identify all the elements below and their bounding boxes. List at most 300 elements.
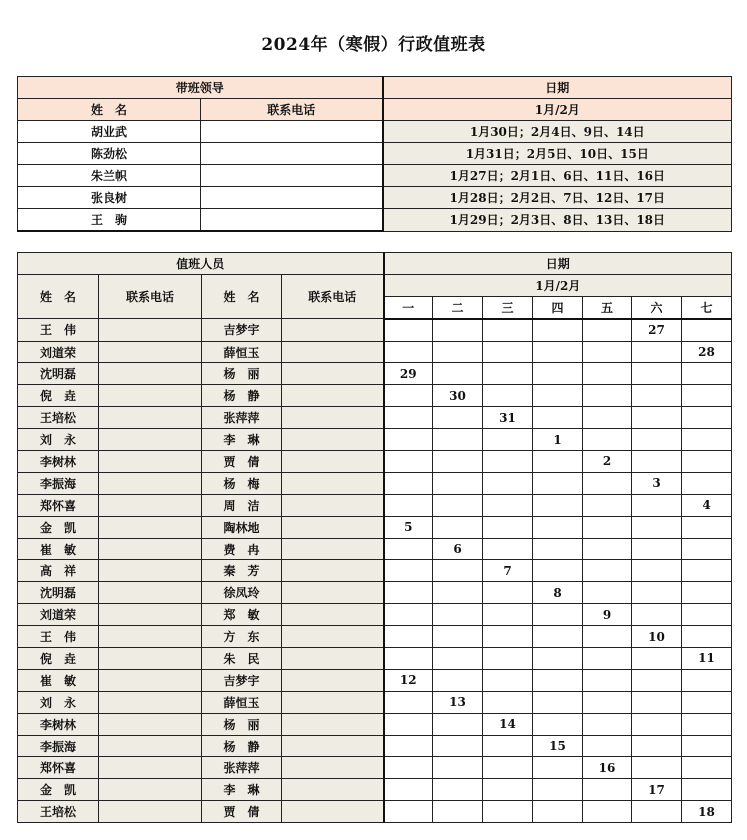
staff-phone-cell (99, 735, 202, 757)
staff-phone-cell (282, 757, 384, 779)
staff-name-cell: 杨 静 (202, 385, 282, 407)
day-cell: 16 (583, 757, 632, 779)
leader-phone-cell (201, 209, 383, 232)
staff-phone-cell (282, 319, 384, 341)
staff-name-cell: 张萍萍 (202, 757, 282, 779)
day-cell (483, 494, 533, 516)
staff-name-cell: 倪 垚 (18, 385, 99, 407)
staff-name-cell: 杨 静 (202, 735, 282, 757)
staff-name-cell: 朱 民 (202, 648, 282, 670)
staff-row (18, 604, 732, 626)
day-cell (433, 801, 483, 823)
staff-phone-cell (99, 451, 202, 473)
staff-phone-cell (99, 691, 202, 713)
day-cell (483, 582, 533, 604)
day-cell (583, 472, 632, 494)
staff-phone-cell (99, 494, 202, 516)
leader-dates-cell: 1月31日；2月5日、10日、15日 (383, 143, 732, 165)
day-cell (682, 363, 732, 385)
leader-name-cell: 张良树 (18, 187, 201, 209)
staff-name-cell: 王培松 (18, 801, 99, 823)
day-cell (483, 735, 533, 757)
day-cell: 12 (384, 669, 433, 691)
day-cell (483, 604, 533, 626)
day-cell (433, 429, 483, 451)
day-cell (583, 363, 632, 385)
day-cell (632, 363, 682, 385)
day-cell (483, 385, 533, 407)
staff-name-cell: 高 祥 (18, 560, 99, 582)
staff-phone-cell (99, 801, 202, 823)
day-cell: 17 (632, 779, 682, 801)
staff-row (18, 648, 732, 670)
leader-dates-cell: 1月29日；2月3日、8日、13日、18日 (383, 209, 732, 232)
staff-phone-cell (282, 363, 384, 385)
staff-phone-cell (99, 604, 202, 626)
staff-month-header: 1月/2月 (384, 274, 732, 296)
leader-name-cell: 王 驹 (18, 209, 201, 232)
staff-name-cell: 刘 永 (18, 429, 99, 451)
weekday-header: 六 (632, 296, 682, 318)
day-cell (682, 779, 732, 801)
staff-row (18, 494, 732, 516)
day-cell (384, 604, 433, 626)
day-cell (632, 407, 682, 429)
day-cell: 18 (682, 801, 732, 823)
day-cell: 30 (433, 385, 483, 407)
day-cell (583, 494, 632, 516)
staff-row (18, 385, 732, 407)
day-cell (483, 691, 533, 713)
day-cell (682, 757, 732, 779)
day-cell (583, 341, 632, 363)
leader-group-header-row (18, 77, 732, 99)
staff-row (18, 801, 732, 823)
staff-name-header-1: 姓 名 (18, 274, 99, 318)
staff-phone-cell (282, 341, 384, 363)
day-cell: 3 (632, 472, 682, 494)
day-cell: 9 (583, 604, 632, 626)
staff-phone-cell (99, 560, 202, 582)
staff-name-cell: 郑怀喜 (18, 757, 99, 779)
staff-row (18, 713, 732, 735)
day-cell (533, 648, 583, 670)
day-cell (682, 319, 732, 341)
day-cell (533, 713, 583, 735)
day-cell (483, 779, 533, 801)
day-cell (583, 429, 632, 451)
day-cell (433, 516, 483, 538)
day-cell (433, 472, 483, 494)
staff-phone-cell (282, 801, 384, 823)
leader-row (18, 187, 732, 209)
day-cell (384, 319, 433, 341)
staff-row (18, 757, 732, 779)
day-cell (533, 363, 583, 385)
staff-phone-cell (99, 341, 202, 363)
leader-column-header-row (18, 99, 732, 121)
weekday-header: 一 (384, 296, 433, 318)
staff-phone-cell (282, 582, 384, 604)
weekday-header: 五 (583, 296, 632, 318)
staff-row (18, 472, 732, 494)
day-cell (632, 669, 682, 691)
day-cell (533, 341, 583, 363)
staff-phone-cell (99, 538, 202, 560)
day-cell (583, 516, 632, 538)
staff-phone-cell (99, 385, 202, 407)
day-cell (632, 385, 682, 407)
leader-dates-cell: 1月30日；2月4日、9日、14日 (383, 121, 732, 143)
day-cell (533, 801, 583, 823)
day-cell (682, 429, 732, 451)
staff-name-cell: 薛恒玉 (202, 691, 282, 713)
day-cell (583, 319, 632, 341)
staff-name-cell: 秦 芳 (202, 560, 282, 582)
day-cell (533, 757, 583, 779)
staff-phone-cell (282, 626, 384, 648)
day-cell (583, 648, 632, 670)
staff-phone-header-1: 联系电话 (99, 274, 202, 318)
staff-phone-cell (282, 407, 384, 429)
staff-phone-cell (99, 516, 202, 538)
staff-month-row (18, 274, 732, 296)
day-cell (483, 669, 533, 691)
staff-row (18, 691, 732, 713)
leader-name-cell: 陈劲松 (18, 143, 201, 165)
day-cell (483, 648, 533, 670)
day-cell (533, 604, 583, 626)
day-cell (632, 604, 682, 626)
day-cell (384, 429, 433, 451)
day-cell (632, 801, 682, 823)
staff-phone-cell (99, 319, 202, 341)
day-cell: 11 (682, 648, 732, 670)
day-cell (483, 472, 533, 494)
day-cell (384, 560, 433, 582)
leader-name-cell: 朱兰帜 (18, 165, 201, 187)
staff-row (18, 626, 732, 648)
staff-phone-cell (99, 757, 202, 779)
day-cell (384, 691, 433, 713)
day-cell: 7 (483, 560, 533, 582)
staff-phone-cell (282, 669, 384, 691)
day-cell (632, 582, 682, 604)
staff-phone-cell (282, 451, 384, 473)
staff-phone-cell (282, 560, 384, 582)
staff-name-cell: 徐凤玲 (202, 582, 282, 604)
day-cell (533, 494, 583, 516)
day-cell (433, 626, 483, 648)
day-cell: 27 (632, 319, 682, 341)
day-cell (433, 582, 483, 604)
day-cell: 4 (682, 494, 732, 516)
day-cell: 2 (583, 451, 632, 473)
day-cell (583, 560, 632, 582)
staff-name-cell: 李树林 (18, 451, 99, 473)
staff-phone-cell (282, 779, 384, 801)
leader-phone-cell (201, 121, 383, 143)
day-cell (384, 407, 433, 429)
day-cell (533, 626, 583, 648)
day-cell (632, 538, 682, 560)
leader-row (18, 165, 732, 187)
weekday-header: 四 (533, 296, 583, 318)
staff-phone-cell (99, 472, 202, 494)
day-cell: 8 (533, 582, 583, 604)
day-cell (384, 648, 433, 670)
weekday-header: 三 (483, 296, 533, 318)
staff-name-cell: 费 冉 (202, 538, 282, 560)
day-cell (632, 560, 682, 582)
staff-row (18, 451, 732, 473)
day-cell (483, 363, 533, 385)
day-cell: 6 (433, 538, 483, 560)
staff-name-cell: 李 琳 (202, 429, 282, 451)
day-cell: 14 (483, 713, 533, 735)
day-cell (433, 560, 483, 582)
day-cell (384, 451, 433, 473)
day-cell (682, 385, 732, 407)
day-cell (583, 385, 632, 407)
day-cell (533, 472, 583, 494)
day-cell (533, 407, 583, 429)
leader-name-cell: 胡业武 (18, 121, 201, 143)
weekday-header: 二 (433, 296, 483, 318)
staff-phone-cell (282, 472, 384, 494)
staff-row (18, 669, 732, 691)
day-cell (384, 735, 433, 757)
day-cell (433, 669, 483, 691)
leader-phone-header: 联系电话 (201, 99, 383, 121)
day-cell (533, 516, 583, 538)
staff-name-cell: 沈明磊 (18, 582, 99, 604)
staff-row (18, 407, 732, 429)
staff-name-cell: 刘道荣 (18, 604, 99, 626)
day-cell (583, 669, 632, 691)
day-cell (384, 472, 433, 494)
staff-name-cell: 刘 永 (18, 691, 99, 713)
staff-duty-table (17, 252, 732, 823)
staff-name-cell: 贾 倩 (202, 451, 282, 473)
staff-name-cell: 倪 垚 (18, 648, 99, 670)
day-cell (384, 626, 433, 648)
day-cell (384, 385, 433, 407)
day-cell (583, 691, 632, 713)
day-cell (632, 516, 682, 538)
day-cell (433, 604, 483, 626)
staff-name-cell: 杨 丽 (202, 713, 282, 735)
day-cell (384, 341, 433, 363)
day-cell (533, 538, 583, 560)
staff-name-cell: 崔 敏 (18, 538, 99, 560)
day-cell (682, 713, 732, 735)
day-cell (583, 538, 632, 560)
day-cell (533, 319, 583, 341)
day-cell: 31 (483, 407, 533, 429)
staff-row (18, 363, 732, 385)
day-cell (533, 560, 583, 582)
leader-row (18, 143, 732, 165)
staff-name-cell: 陶林地 (202, 516, 282, 538)
day-cell (533, 669, 583, 691)
staff-phone-cell (282, 648, 384, 670)
staff-row (18, 538, 732, 560)
day-cell (433, 341, 483, 363)
staff-name-cell: 王 伟 (18, 319, 99, 341)
leader-phone-cell (201, 187, 383, 209)
day-cell (433, 494, 483, 516)
day-cell (583, 582, 632, 604)
day-cell (533, 385, 583, 407)
day-cell (583, 626, 632, 648)
day-cell (483, 626, 533, 648)
day-cell (384, 801, 433, 823)
day-cell (433, 757, 483, 779)
day-cell (433, 779, 483, 801)
day-cell (433, 319, 483, 341)
staff-phone-cell (99, 582, 202, 604)
staff-name-header-2: 姓 名 (202, 274, 282, 318)
staff-name-cell: 郑 敏 (202, 604, 282, 626)
day-cell (682, 560, 732, 582)
staff-name-cell: 李树林 (18, 713, 99, 735)
day-cell (483, 801, 533, 823)
leader-dates-cell: 1月28日；2月2日、7日、12日、17日 (383, 187, 732, 209)
day-cell (682, 407, 732, 429)
staff-row (18, 582, 732, 604)
day-cell (632, 757, 682, 779)
staff-phone-cell (282, 713, 384, 735)
staff-date-header: 日期 (384, 253, 732, 275)
day-cell (533, 779, 583, 801)
day-cell (433, 451, 483, 473)
weekday-header: 七 (682, 296, 732, 318)
day-cell (433, 735, 483, 757)
day-cell (682, 604, 732, 626)
day-cell: 13 (433, 691, 483, 713)
day-cell: 28 (682, 341, 732, 363)
day-cell (384, 757, 433, 779)
staff-phone-cell (282, 516, 384, 538)
day-cell (384, 538, 433, 560)
day-cell (682, 735, 732, 757)
day-cell (632, 713, 682, 735)
staff-phone-cell (282, 494, 384, 516)
staff-name-cell: 王 伟 (18, 626, 99, 648)
day-cell (583, 407, 632, 429)
day-cell (682, 691, 732, 713)
day-cell (632, 451, 682, 473)
leader-row (18, 209, 732, 232)
staff-phone-cell (99, 626, 202, 648)
day-cell: 10 (632, 626, 682, 648)
staff-name-cell: 金 凯 (18, 516, 99, 538)
leader-phone-cell (201, 143, 383, 165)
staff-phone-cell (282, 604, 384, 626)
staff-phone-cell (282, 735, 384, 757)
leader-phone-cell (201, 165, 383, 187)
day-cell (533, 691, 583, 713)
leader-group-header: 带班领导 (18, 77, 383, 99)
staff-phone-cell (282, 691, 384, 713)
day-cell: 5 (384, 516, 433, 538)
staff-name-cell: 王培松 (18, 407, 99, 429)
staff-phone-cell (99, 779, 202, 801)
day-cell (483, 451, 533, 473)
staff-name-cell: 李 琳 (202, 779, 282, 801)
staff-name-cell: 薛恒玉 (202, 341, 282, 363)
day-cell (483, 757, 533, 779)
staff-phone-cell (282, 429, 384, 451)
staff-name-cell: 刘道荣 (18, 341, 99, 363)
day-cell: 1 (533, 429, 583, 451)
staff-name-cell: 吉梦宇 (202, 669, 282, 691)
day-cell (483, 538, 533, 560)
leader-dates-cell: 1月27日；2月1日、6日、11日、16日 (383, 165, 732, 187)
day-cell (433, 407, 483, 429)
day-cell (483, 429, 533, 451)
leader-month-header: 1月/2月 (383, 99, 732, 121)
day-cell (632, 648, 682, 670)
day-cell (483, 319, 533, 341)
staff-phone-cell (99, 429, 202, 451)
day-cell (384, 779, 433, 801)
day-cell (483, 341, 533, 363)
day-cell (583, 735, 632, 757)
day-cell (632, 735, 682, 757)
staff-name-cell: 吉梦宇 (202, 319, 282, 341)
staff-row (18, 560, 732, 582)
day-cell (433, 363, 483, 385)
staff-phone-cell (99, 363, 202, 385)
day-cell (682, 538, 732, 560)
staff-phone-cell (99, 648, 202, 670)
staff-group-header: 值班人员 (18, 253, 384, 275)
staff-name-cell: 李振海 (18, 735, 99, 757)
staff-name-cell: 崔 敏 (18, 669, 99, 691)
page-title: 2024年（寒假）行政值班表 (261, 35, 486, 55)
day-cell (682, 669, 732, 691)
leader-date-header: 日期 (383, 77, 732, 99)
day-cell (384, 494, 433, 516)
day-cell (682, 472, 732, 494)
staff-name-cell: 金 凯 (18, 779, 99, 801)
staff-row (18, 341, 732, 363)
day-cell (533, 451, 583, 473)
staff-name-cell: 杨 丽 (202, 363, 282, 385)
day-cell (583, 779, 632, 801)
staff-row (18, 779, 732, 801)
day-cell (433, 713, 483, 735)
leader-duty-table (17, 76, 732, 232)
staff-row (18, 516, 732, 538)
staff-row (18, 319, 732, 341)
day-cell (384, 582, 433, 604)
staff-name-cell: 方 东 (202, 626, 282, 648)
staff-name-cell: 张萍萍 (202, 407, 282, 429)
staff-name-cell: 周 洁 (202, 494, 282, 516)
day-cell (682, 626, 732, 648)
staff-name-cell: 郑怀喜 (18, 494, 99, 516)
staff-row (18, 735, 732, 757)
day-cell (682, 516, 732, 538)
staff-phone-cell (99, 407, 202, 429)
day-cell (632, 494, 682, 516)
day-cell (632, 341, 682, 363)
day-cell: 29 (384, 363, 433, 385)
day-cell (384, 713, 433, 735)
